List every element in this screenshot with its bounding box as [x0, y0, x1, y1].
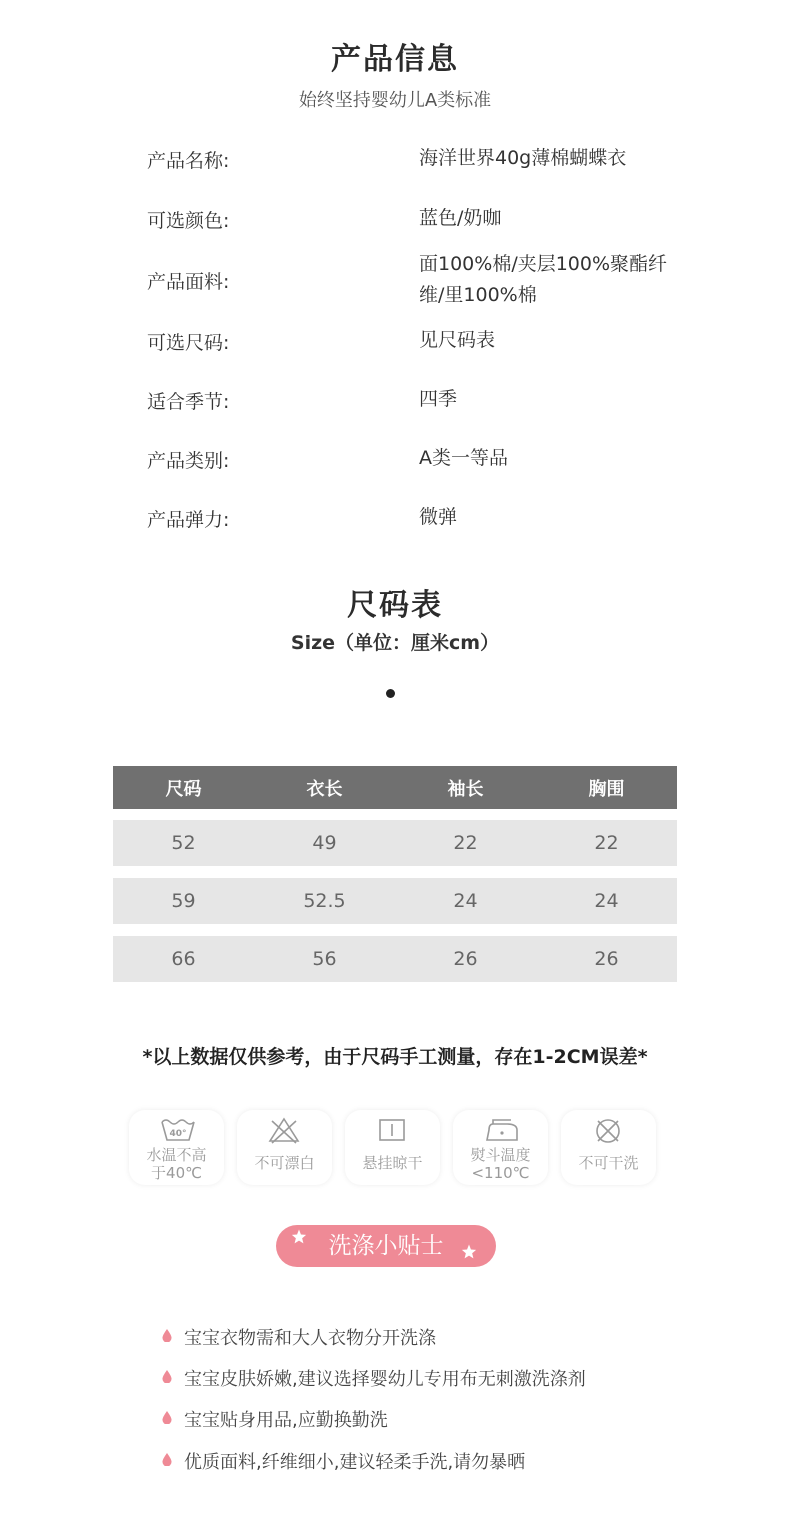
water-drop-icon [162, 1453, 172, 1466]
care-label-line: <110℃ [471, 1164, 530, 1182]
column-header: 尺码 [165, 778, 202, 800]
info-value: 微弹 [419, 506, 458, 528]
water-drop-icon [162, 1370, 172, 1383]
care-label [237, 1154, 332, 1172]
table-cell: 26 [453, 948, 478, 970]
product-info-subtitle: 始终坚持婴幼儿A类标准 [298, 90, 492, 111]
column-header: 袖长 [447, 778, 484, 800]
care-label [345, 1154, 440, 1172]
info-value: 面100%棉/夹层100%聚酯纤维/里100%棉 [419, 253, 668, 306]
table-cell: 49 [312, 832, 337, 854]
water-drop-icon [162, 1411, 172, 1424]
no-bleach-icon [267, 1116, 301, 1144]
care-label-line: 于40℃ [151, 1164, 202, 1182]
size-chart-title: 尺码表 [347, 588, 443, 623]
care-label-line: 不可漂白 [254, 1154, 315, 1172]
table-cell: 56 [312, 948, 337, 970]
care-item-no-dry-clean [561, 1110, 656, 1185]
tip-text: 宝宝皮肤娇嫩,建议选择婴幼儿专用布无刺激洗涤剂 [184, 1369, 586, 1390]
water-drop-icon [162, 1329, 172, 1342]
table-cell: 66 [171, 948, 196, 970]
info-label: 可选尺码: [147, 332, 230, 354]
info-label: 产品弹力: [147, 509, 230, 531]
tip-text: 宝宝衣物需和大人衣物分开洗涤 [184, 1328, 436, 1349]
tip-text: 优质面料,纤维细小,建议轻柔手洗,请勿暴晒 [184, 1452, 526, 1473]
info-label: 适合季节: [147, 391, 230, 413]
info-value: A类一等品 [419, 447, 508, 469]
care-item-iron [453, 1110, 548, 1185]
info-label: 产品面料: [147, 271, 230, 293]
no-dry-clean-icon [591, 1116, 625, 1144]
care-item-wash [129, 1110, 224, 1185]
info-value: 海洋世界40g薄棉蝴蝶衣 [419, 147, 627, 169]
care-label-line: 水温不高 [146, 1146, 207, 1164]
info-value: 四季 [419, 388, 458, 410]
care-label [561, 1154, 656, 1172]
wash-40-icon [159, 1116, 197, 1144]
info-label: 产品类别: [147, 450, 230, 472]
measurement-disclaimer: *以上数据仅供参考，由于尺码手工测量，存在1-2CM误差* [142, 1046, 648, 1068]
care-label-line: 悬挂晾干 [362, 1154, 423, 1172]
table-cell: 22 [594, 832, 619, 854]
table-row [113, 936, 677, 982]
iron-icon [483, 1116, 521, 1144]
table-header [113, 766, 677, 809]
table-cell: 24 [594, 890, 619, 912]
table-cell: 26 [594, 948, 619, 970]
care-item-no-bleach [237, 1110, 332, 1185]
care-label-line: 不可干洗 [578, 1154, 639, 1172]
table-cell: 59 [171, 890, 196, 912]
info-value: 见尺码表 [419, 329, 496, 351]
column-header: 胸围 [588, 778, 625, 800]
care-item-hang-dry [345, 1110, 440, 1185]
hang-dry-icon [375, 1116, 409, 1144]
size-chart-subtitle: Size（单位：厘米cm） [290, 632, 500, 654]
table-row [113, 820, 677, 866]
washing-tips-title: 洗涤小贴士 [328, 1233, 444, 1259]
wash-temperature-badge: 40° [169, 1129, 187, 1139]
bullet-dot [386, 689, 395, 698]
column-header: 衣长 [306, 778, 343, 800]
table-cell: 22 [453, 832, 478, 854]
tip-text: 宝宝贴身用品,应勤换勤洗 [184, 1410, 388, 1431]
care-label [453, 1146, 548, 1182]
info-value: 蓝色/奶咖 [419, 207, 502, 229]
table-cell: 24 [453, 890, 478, 912]
table-cell: 52 [171, 832, 196, 854]
care-label [129, 1146, 224, 1182]
product-info-title: 产品信息 [331, 42, 459, 77]
table-cell: 52.5 [303, 890, 346, 912]
washing-tips-badge [276, 1225, 496, 1267]
info-label: 可选颜色: [147, 210, 230, 232]
info-label: 产品名称: [147, 150, 230, 172]
care-label-line: 熨斗温度 [470, 1146, 531, 1164]
table-row [113, 878, 677, 924]
